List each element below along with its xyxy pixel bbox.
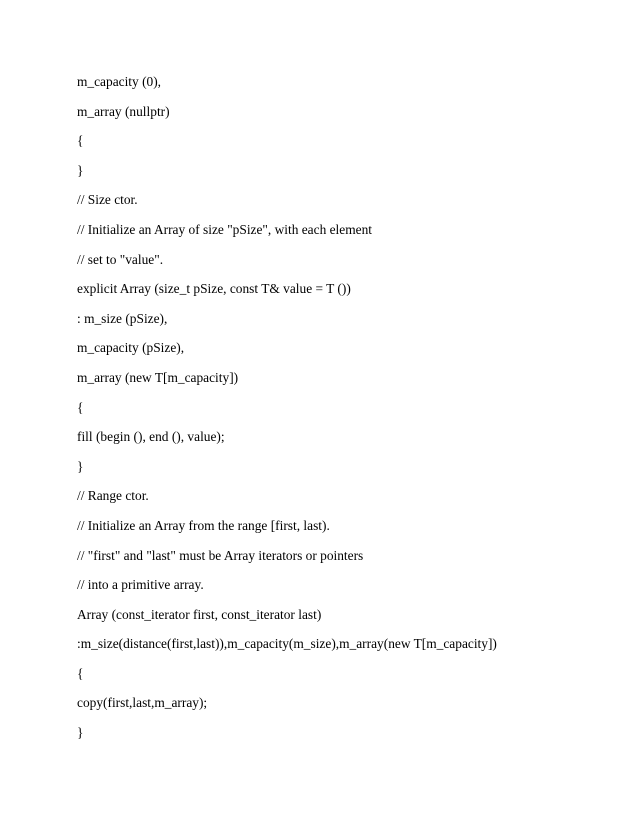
- code-line: :m_size(distance(first,last)),m_capacity(m_size),m_array(new T[m_capacity]): [77, 636, 497, 652]
- code-line: // Initialize an Array from the range [first, last).: [77, 517, 330, 533]
- code-line: // set to "value".: [77, 251, 164, 267]
- code-line: m_capacity (0),: [77, 74, 162, 89]
- code-line: explicit Array (size_t pSize, const T& value = T ()): [77, 281, 351, 297]
- code-line: {: [77, 665, 84, 681]
- code-listing: [77, 70, 497, 751]
- code-line: : m_size (pSize),: [77, 310, 168, 326]
- code-line: // Size ctor.: [77, 192, 138, 208]
- code-line: // "first" and "last" must be Array iterators or pointers: [77, 547, 364, 563]
- code-line: copy(first,last,m_array);: [77, 695, 208, 711]
- code-line: // Range ctor.: [77, 488, 149, 504]
- code-line: m_array (new T[m_capacity]): [77, 369, 239, 385]
- code-line: }: [77, 725, 84, 741]
- code-line: m_array (nullptr): [77, 103, 170, 119]
- code-line: fill (begin (), end (), value);: [77, 429, 225, 445]
- code-line: }: [77, 458, 84, 474]
- code-line: }: [77, 162, 84, 178]
- code-line: // into a primitive array.: [77, 577, 204, 593]
- code-line: // Initialize an Array of size "pSize", with each element: [77, 221, 372, 237]
- code-line: Array (const_iterator first, const_iterator last): [77, 606, 322, 622]
- code-line: {: [77, 399, 84, 415]
- code-line: {: [77, 133, 84, 149]
- code-line: m_capacity (pSize),: [77, 340, 185, 356]
